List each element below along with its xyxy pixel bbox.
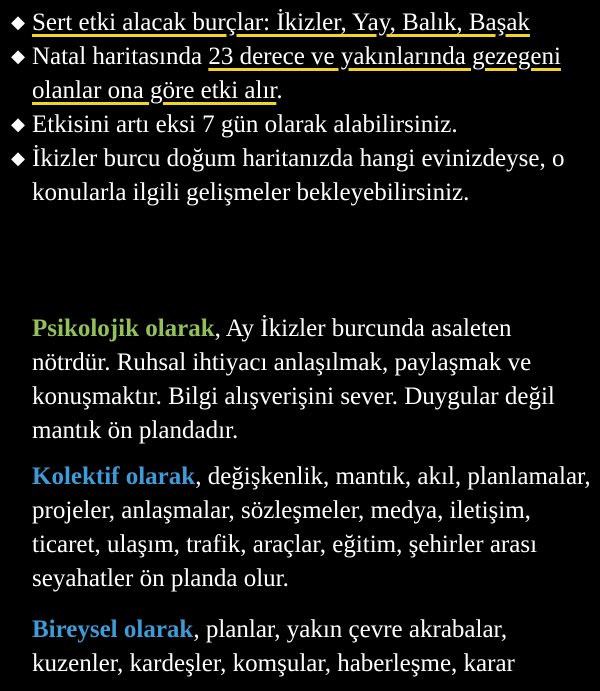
paragraph-text: , değişkenlik, mantık, akıl, planlamalar, projeler, anlaşmalar, sözleşmeler, medya, iletişim, ticaret, ulaşım, trafik, araçlar, eğitim, şehirler arası seyahatler ön planda olur. [32, 463, 591, 592]
bullet-text-underlined: Sert etki alacak burçlar: İkizler, Yay, Balık, Başak [32, 9, 530, 36]
paragraph-keyword: Psikolojik olarak [32, 315, 215, 342]
paragraph-keyword: Kolektif olarak [32, 463, 196, 490]
psychological-paragraph [32, 312, 596, 448]
diamond-bullet-icon: ◆ [11, 46, 25, 67]
paragraph-text: , Ay İkizler burcunda asaleten nötrdür. Ruhsal ihtiyacı anlaşılmak, paylaşmak ve konuşmaktır. Bilgi alışverişini sever. Duygular değil mantık ön plandadır. [32, 315, 555, 444]
paragraph-text: , planlar, yakın çevre akrabalar, kuzenler, kardeşler, komşular, haberleşme, karar [32, 616, 515, 677]
diamond-bullet-icon: ◆ [11, 114, 25, 135]
bullet-item [8, 108, 596, 142]
bullet-item [8, 40, 596, 108]
bullet-list [8, 6, 596, 210]
diamond-bullet-icon: ◆ [11, 12, 25, 33]
bullet-text: İkizler burcu doğum haritanızda hangi evinizdeyse, o konularla ilgili gelişmeler bekleyebilirsiniz. [32, 145, 565, 206]
bullet-item [8, 142, 596, 210]
bullet-text: Natal haritasında [32, 43, 209, 70]
bullet-text: Etkisini artı eksi 7 gün olarak alabilirsiniz. [32, 111, 458, 138]
individual-paragraph [32, 613, 596, 681]
bullet-item [8, 6, 596, 40]
bullet-text: . [276, 77, 283, 104]
bullet-text-underlined: 23 derece ve yakınlarında gezegeni olanlar ona göre etki alır [32, 43, 561, 104]
diamond-bullet-icon: ◆ [11, 148, 25, 169]
paragraph-keyword: Bireysel olarak [32, 616, 194, 643]
collective-paragraph [32, 460, 596, 596]
